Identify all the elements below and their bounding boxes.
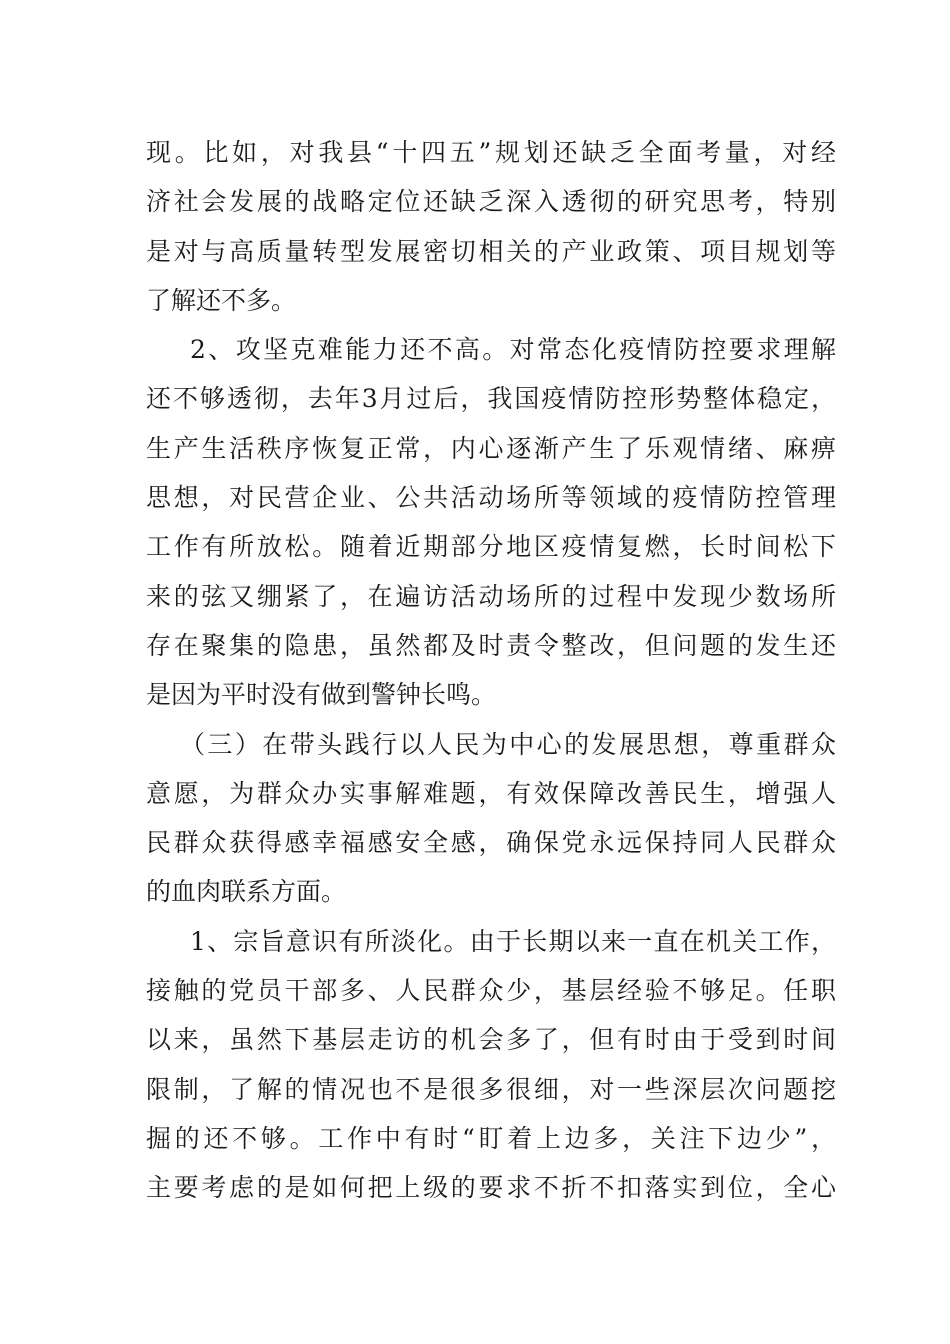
section-heading-line: （三）在带头践行以人民为中心的发展思想，尊重群众 — [180, 729, 836, 759]
text-line: 掘的还不够。工作中有时“盯着上边多，关注下边少”， — [146, 1123, 836, 1153]
text-line: 的血肉联系方面。 — [146, 877, 347, 907]
paragraph-start-line: 1、宗旨意识有所淡化。由于长期以来一直在机关工作， — [190, 926, 836, 956]
paragraph-start-line: 2、攻坚克难能力还不高。对常态化疫情防控要求理解 — [190, 335, 836, 365]
text-line: 限制，了解的情况也不是很多很细，对一些深层次问题挖 — [146, 1074, 836, 1104]
text-line: 存在聚集的隐患，虽然都及时责令整改，但问题的发生还 — [146, 630, 836, 660]
text-line: 来的弦又绷紧了，在遍访活动场所的过程中发现少数场所 — [146, 581, 836, 611]
text-line: 工作有所放松。随着近期部分地区疫情复燃，长时间松下 — [146, 532, 836, 562]
text-line: 现。比如，对我县“十四五”规划还缺乏全面考量，对经 — [146, 138, 836, 167]
text-line: 以来，虽然下基层走访的机会多了，但有时由于受到时间 — [146, 1025, 836, 1055]
text-line: 济社会发展的战略定位还缺乏深入透彻的研究思考，特别 — [146, 187, 836, 217]
text-line: 接触的党员干部多、人民群众少，基层经验不够足。任职 — [146, 976, 836, 1006]
text-line: 思想，对民营企业、公共活动场所等领域的疫情防控管理 — [146, 483, 836, 513]
text-line: 民群众获得感幸福感安全感，确保党永远保持同人民群众 — [146, 828, 836, 858]
text-line: 是因为平时没有做到警钟长鸣。 — [146, 680, 497, 710]
text-line: 生产生活秩序恢复正常，内心逐渐产生了乐观情绪、麻痹 — [146, 433, 836, 463]
document-body — [146, 128, 836, 1213]
text-line: 意愿，为群众办实事解难题，有效保障改善民生，增强人 — [146, 778, 836, 808]
text-line: 是对与高质量转型发展密切相关的产业政策、项目规划等 — [146, 236, 836, 266]
text-line: 主要考虑的是如何把上级的要求不折不扣落实到位，全心 — [146, 1173, 836, 1203]
text-line: 了解还不多。 — [146, 285, 297, 315]
text-line: 还不够透彻，去年3月过后，我国疫情防控形势整体稳定， — [146, 384, 836, 414]
